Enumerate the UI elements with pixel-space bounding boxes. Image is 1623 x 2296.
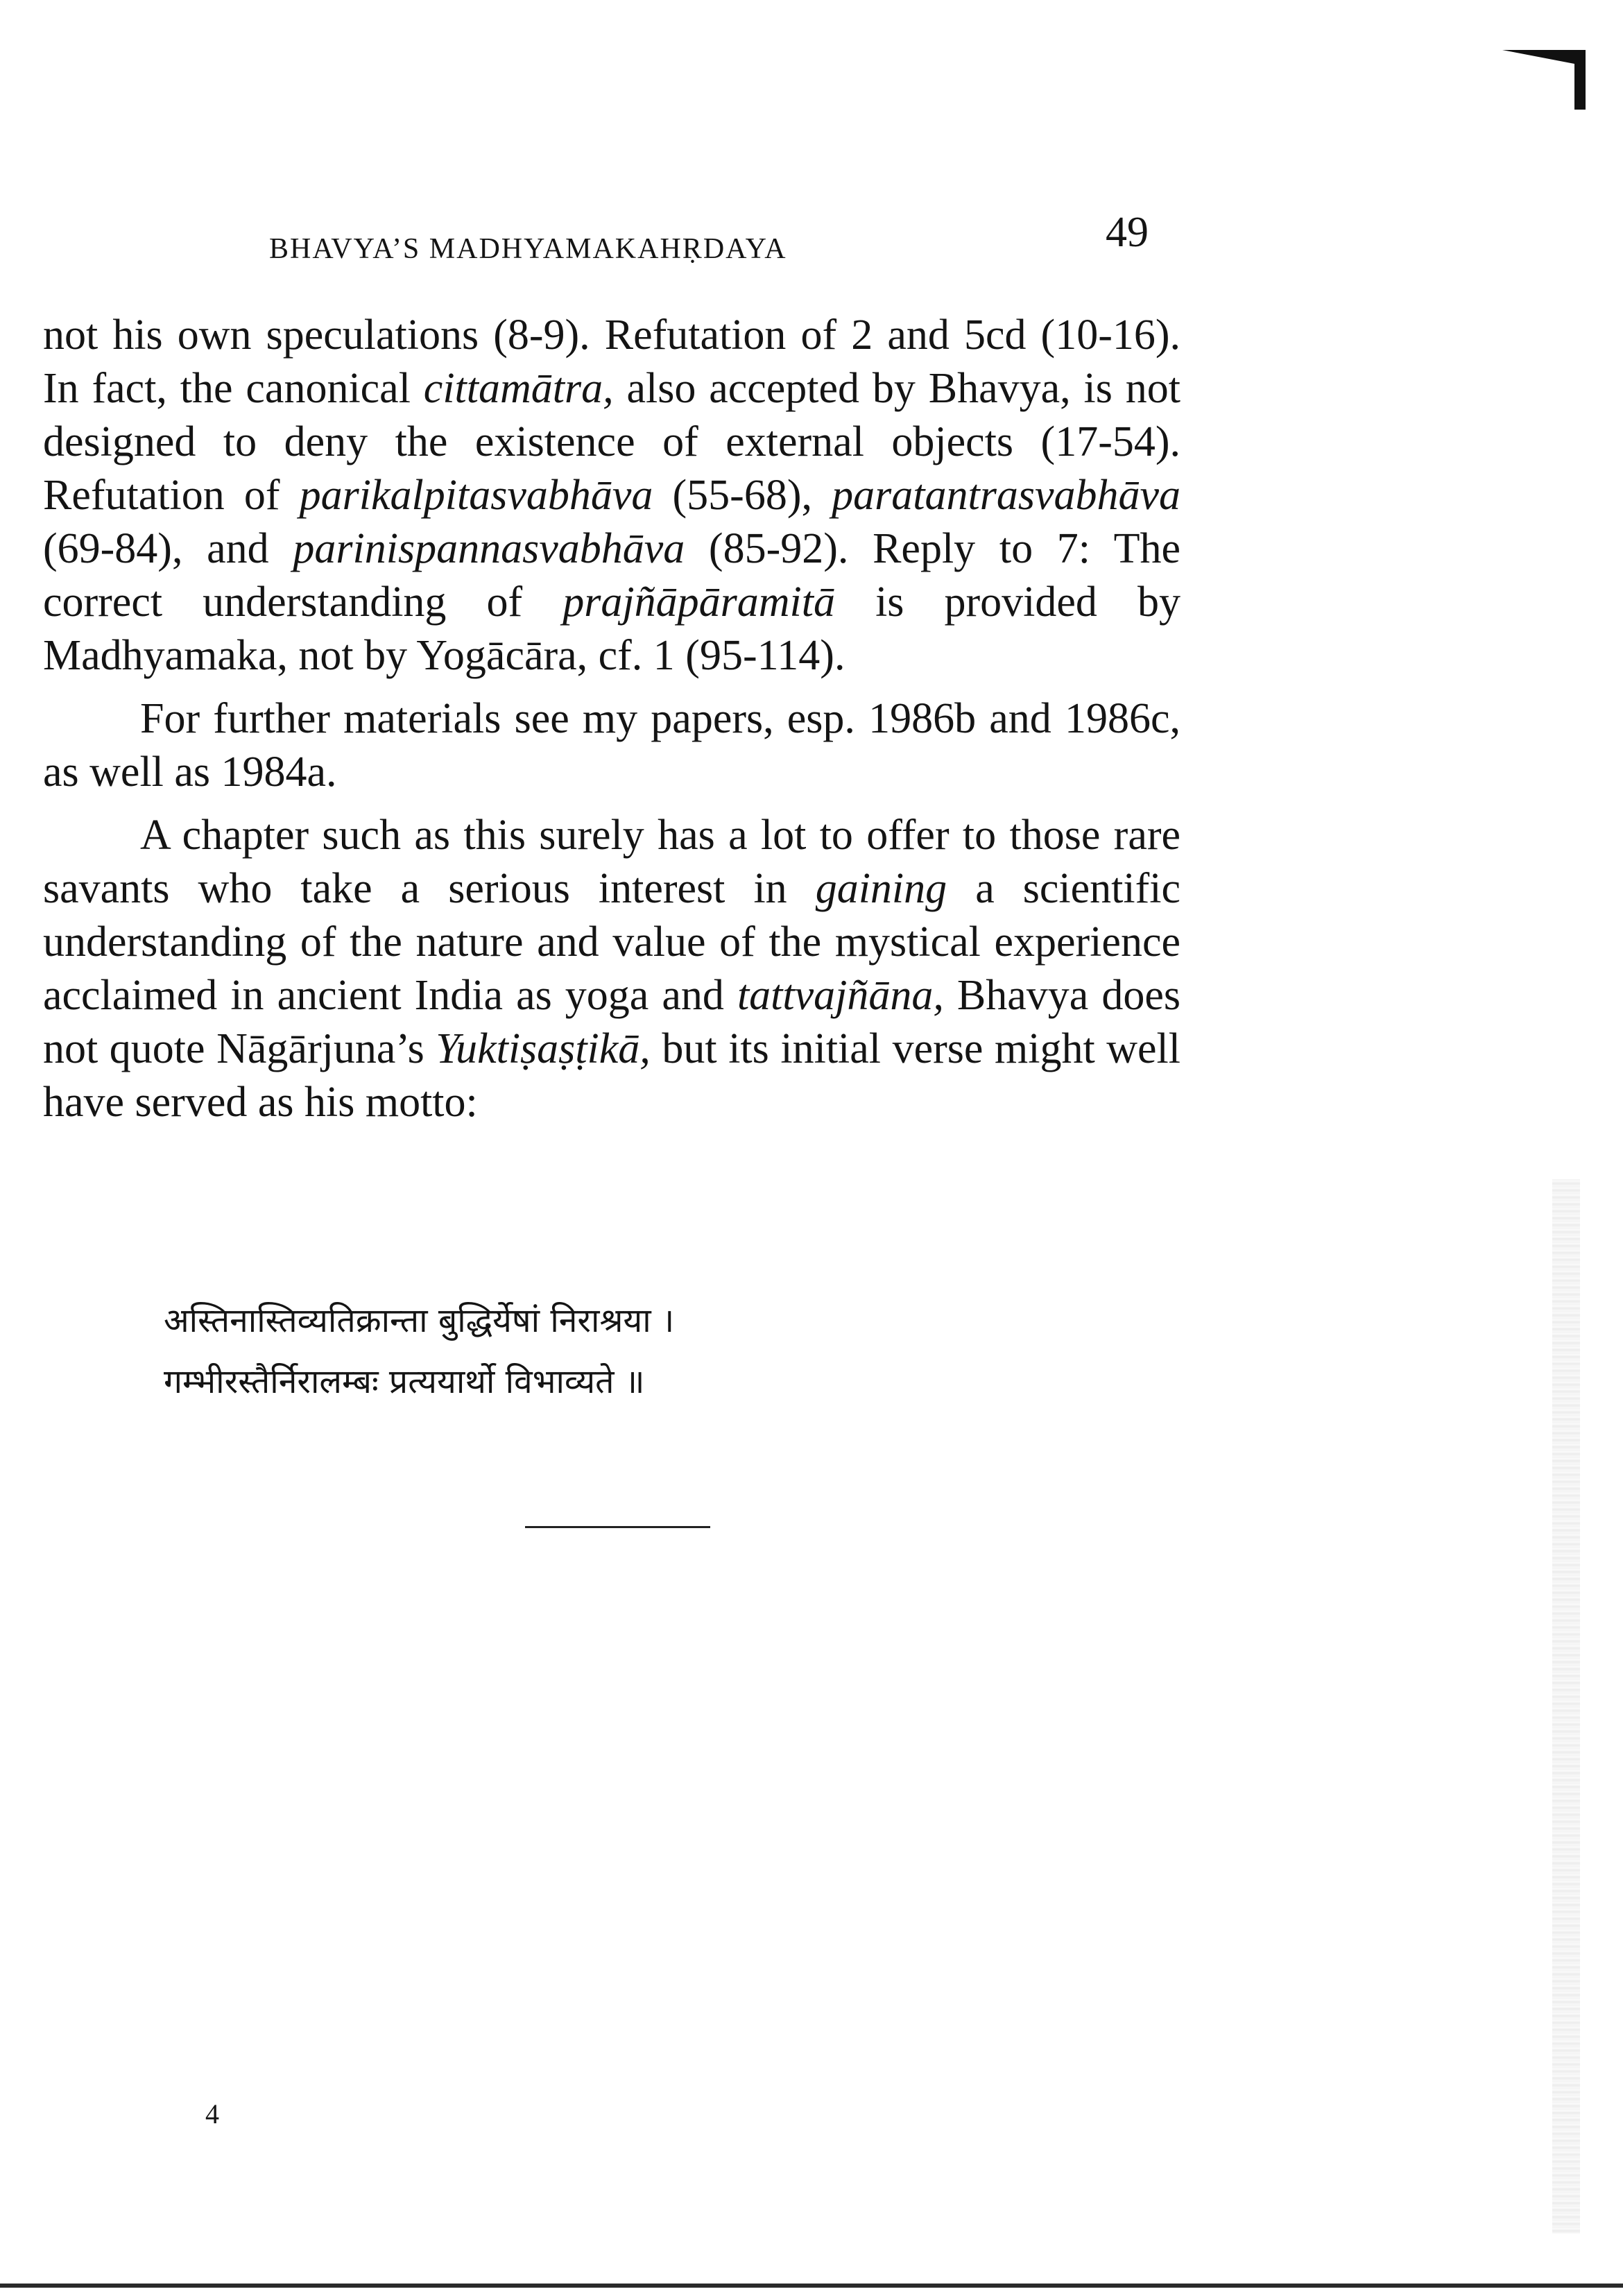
text-run: also accepted by Bhavya, is not designed to deny the existence of external objects (17-54). Refutation of (43, 365, 1180, 519)
signature-mark: 4 (205, 2098, 219, 2130)
text-run: For further materials see my papers, esp. 1986b and 1986c, as well as 1984a. (43, 695, 1180, 796)
body-text (43, 309, 1180, 1129)
text-run: (69-84), and (43, 525, 293, 572)
italic-term: cittamātra, (423, 365, 614, 412)
body-paragraph-2 (43, 692, 1180, 799)
page-number: 49 (1106, 209, 1149, 256)
text-run: (85-92). Reply to 7: The correct understanding of (43, 525, 1180, 626)
text-run: but its initial verse might well have served as his motto: (43, 1025, 1181, 1126)
italic-term: tattvajñāna, (737, 972, 944, 1019)
scan-edge-shadow (1552, 1179, 1580, 2234)
verse-line-2: गम्भीरस्तैर्निरालम्बः प्रत्ययार्थो विभाव्यते ॥ (164, 1362, 645, 1401)
italic-term: parikalpitasvabhāva (299, 472, 653, 519)
running-head: BHAVYA’S MADHYAMAKAHṚDAYA (269, 233, 787, 265)
body-paragraph-1 (43, 309, 1180, 683)
text-run: a scientific understanding of the nature and value of the mystical experience acclaimed in ancient India as yoga and (43, 865, 1180, 1019)
italic-term: Yuktiṣaṣṭikā, (436, 1025, 651, 1072)
text-run: (55-68), (653, 472, 832, 519)
text-run: A chapter such as this surely has a lot to offer to those rare savants who take a serious interest in (43, 812, 1180, 912)
verse-line-1: अस्तिनास्तिव्यतिक्रान्ता बुद्धिर्येषां निराश्रया । (164, 1301, 675, 1340)
sanskrit-verse (164, 1290, 996, 1412)
body-paragraph-3 (43, 809, 1180, 1129)
text-run: is provided by Madhyamaka, not by Yogācāra, cf. 1 (95-114). (43, 579, 1181, 679)
text-run: not his own speculations (8-9). Refutation of 2 and 5cd (10-16). In fact, the canonical (43, 311, 1180, 412)
section-divider (525, 1526, 710, 1528)
page-bottom-edge (0, 2284, 1623, 2288)
corner-bookmark-mark (1502, 50, 1586, 110)
text-run: Bhavya does not quote Nāgārjuna’s (43, 972, 1180, 1072)
italic-term: paratantrasvabhāva (832, 472, 1180, 519)
italic-term: prajñāpāramitā (563, 579, 835, 626)
italic-term: gaining (815, 865, 947, 912)
italic-term: parinispannasvabhāva (293, 525, 685, 572)
